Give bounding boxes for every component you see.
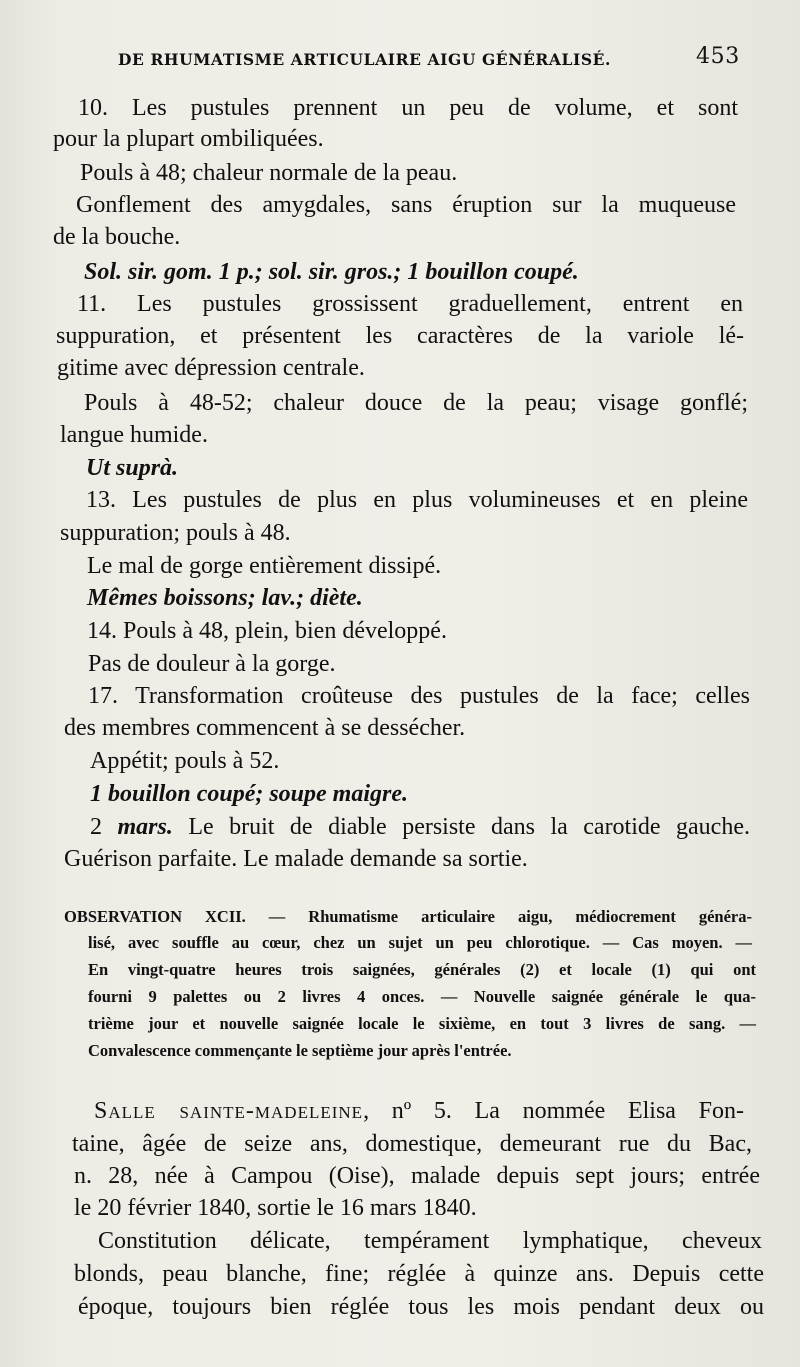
text-line (86, 452, 178, 484)
text-line (57, 352, 365, 384)
text-line (84, 256, 579, 288)
text-run: Pouls à 48; chaleur normale de la peau. (80, 160, 458, 186)
text-run: Guérison parfaite. Le malade demande sa sortie. (64, 846, 528, 872)
text-line (84, 387, 748, 419)
observation-line: fourni 9 palettes ou 2 livres 4 onces. — Nouvelle saignée générale le qua- (88, 987, 756, 1006)
text-run: Constitution délicate, tempérament lymphatique, cheveux (98, 1228, 762, 1254)
text-line (56, 320, 744, 352)
text-line (60, 517, 291, 549)
text-line (86, 484, 748, 516)
text-line (53, 221, 180, 253)
text-line (64, 712, 465, 744)
observation-line: Convalescence commençante le septième jour après l'entrée. (88, 1041, 512, 1060)
italic-run: Ut suprà. (86, 455, 179, 481)
text-line (78, 92, 738, 124)
text-line (74, 1192, 477, 1224)
text-line (72, 1128, 752, 1160)
text-run: 11. Les pustules grossissent graduellement, entrent en (77, 291, 743, 317)
text-line (78, 1291, 764, 1323)
text-run: n. 28, née à Campou (Oise), malade depuis sept jours; entrée (74, 1163, 760, 1189)
text-run: Pas de douleur à la gorge. (88, 651, 336, 677)
observation-line: En vingt-quatre heures trois saignées, générales (2) et locale (1) qui ont (88, 960, 756, 979)
text-run: Gonflement des amygdales, sans éruption sur la muqueuse (76, 192, 736, 218)
page-header (118, 44, 768, 74)
text-run: Le bruit de diable persiste dans la carotide gauche. (172, 814, 750, 840)
text-run: Pouls à 48-52; chaleur douce de la peau; visage gonflé; (84, 390, 748, 416)
small-caps-run: Salle sainte-madeleine (94, 1098, 364, 1124)
running-title: DE RHUMATISME ARTICULAIRE AIGU GÉNÉRALISÉ. (118, 50, 612, 69)
italic-run: mars. (117, 814, 173, 840)
text-line (77, 288, 743, 320)
text-run: 10. Les pustules prennent un peu de volume, et sont (78, 95, 738, 121)
text-line (88, 680, 750, 712)
text-run: le 20 février 1840, sortie le 16 mars 1840. (74, 1195, 477, 1221)
text-run: des membres commencent à se dessécher. (64, 715, 466, 741)
text-line (64, 843, 528, 875)
text-run: langue humide. (60, 422, 208, 448)
text-line (90, 745, 279, 777)
italic-run: 1 bouillon coupé; soupe maigre. (90, 781, 409, 807)
text-line (74, 1160, 760, 1192)
text-run: pour la plupart ombiliquées. (53, 126, 324, 152)
text-run: époque, toujours bien réglée tous les mois pendant deux ou (78, 1294, 764, 1320)
text-line (98, 1225, 762, 1257)
observation-line: OBSERVATION XCII. — Rhumatisme articulaire aigu, médiocrement généra- (64, 907, 752, 926)
text-run: suppuration; pouls à 48. (60, 520, 291, 546)
text-run: , nº 5. La nommée Elisa Fon- (363, 1098, 744, 1124)
text-run: 17. Transformation croûteuse des pustules de la face; celles (88, 683, 750, 709)
italic-run: Sol. sir. gom. 1 p.; sol. sir. gros.; 1 bouillon coupé. (84, 259, 579, 285)
text-line (87, 615, 447, 647)
text-run: 13. Les pustules de plus en plus volumineuses et en pleine (86, 487, 748, 513)
observation-line: lisé, avec souffle au cœur, chez un sujet un peu chlorotique. — Cas moyen. — (88, 933, 752, 952)
text-line (53, 123, 324, 155)
text-run: 14. Pouls à 48, plein, bien développé. (87, 618, 447, 644)
text-line (90, 811, 750, 843)
observation-line: trième jour et nouvelle saignée locale le sixième, en tout 3 livres de sang. — (88, 1014, 756, 1033)
text-line (87, 550, 441, 582)
text-line (87, 582, 363, 614)
page-number: 453 (696, 44, 740, 69)
text-run: Le mal de gorge entièrement dissipé. (87, 553, 442, 579)
text-run: 2 (90, 814, 118, 840)
italic-run: Mêmes boissons; lav.; diète. (87, 585, 363, 611)
text-line (76, 189, 736, 221)
text-line (74, 1258, 764, 1290)
text-run: blonds, peau blanche, fine; réglée à quinze ans. Depuis cette (74, 1261, 764, 1287)
text-run: Appétit; pouls à 52. (90, 748, 280, 774)
text-run: suppuration, et présentent les caractères de la variole lé- (56, 323, 744, 349)
text-line (90, 778, 408, 810)
text-line (60, 419, 208, 451)
text-line (94, 1095, 744, 1127)
text-line (80, 157, 457, 189)
text-run: de la bouche. (53, 224, 181, 250)
text-run: taine, âgée de seize ans, domestique, demeurant rue du Bac, (72, 1131, 752, 1157)
text-line (88, 648, 336, 680)
text-run: gitime avec dépression centrale. (57, 355, 365, 381)
